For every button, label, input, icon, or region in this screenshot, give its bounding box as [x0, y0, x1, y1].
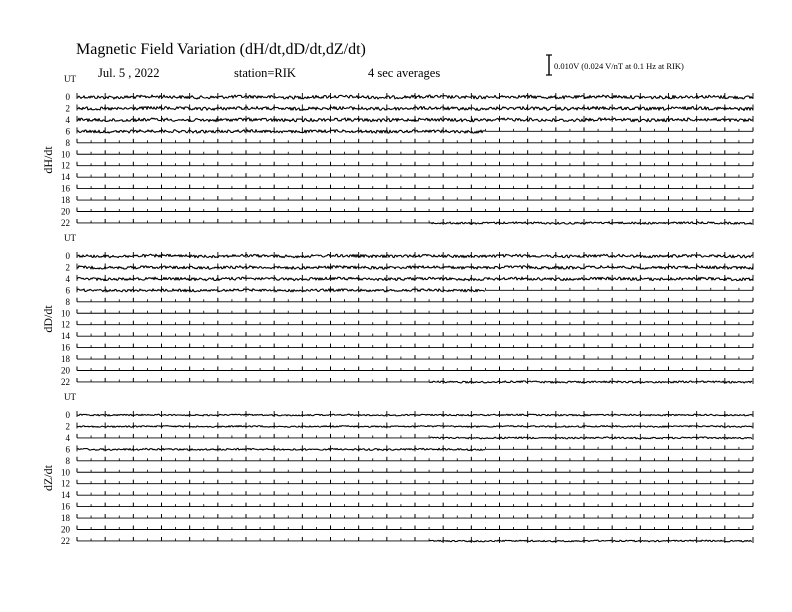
hour-label: 4 — [65, 114, 70, 125]
hour-label: 14 — [61, 490, 70, 501]
hour-label: 20 — [61, 206, 70, 217]
ut-axis-label: UT — [64, 233, 76, 243]
trace-row — [66, 262, 754, 272]
station-label: station=RIK — [234, 66, 296, 80]
hour-label: 0 — [65, 410, 70, 420]
signal-trace — [429, 222, 752, 224]
trace-row — [61, 161, 753, 171]
trace-row — [61, 502, 753, 512]
trace-row — [66, 251, 754, 261]
trace-row — [61, 354, 753, 364]
trace-row — [61, 207, 753, 217]
trace-row — [66, 297, 754, 307]
signal-trace — [77, 448, 485, 450]
hour-label: 4 — [65, 273, 70, 284]
signal-trace — [429, 381, 752, 383]
signal-trace — [77, 130, 485, 133]
trace-row — [66, 285, 754, 295]
trace-row — [66, 433, 754, 443]
hour-label: 12 — [61, 160, 70, 171]
trace-row — [66, 115, 754, 125]
hour-label: 8 — [65, 296, 70, 307]
hour-label: 18 — [61, 513, 70, 524]
panel-2 — [41, 233, 753, 387]
trace-row — [66, 103, 754, 113]
trace-row — [66, 274, 754, 284]
signal-trace — [429, 540, 752, 542]
trace-row — [66, 126, 754, 136]
component-label: dZ/dt — [41, 465, 55, 491]
hour-label: 0 — [65, 92, 70, 102]
hour-label: 14 — [61, 331, 70, 342]
trace-row — [61, 536, 753, 546]
trace-row — [61, 377, 753, 387]
date-label: Jul. 5 , 2022 — [98, 66, 160, 80]
trace-row — [66, 138, 754, 148]
averaging-label: 4 sec averages — [368, 66, 441, 80]
hour-label: 14 — [61, 172, 70, 183]
trace-row — [61, 343, 753, 353]
hour-label: 12 — [61, 319, 70, 330]
hour-label: 18 — [61, 195, 70, 206]
hour-label: 22 — [61, 535, 70, 546]
trace-row — [61, 366, 753, 376]
trace-row — [61, 490, 753, 500]
trace-row — [61, 149, 753, 159]
trace-row — [61, 195, 753, 205]
scale-bar-label: 0.010V (0.024 V/nT at 0.1 Hz at RIK) — [554, 61, 684, 71]
trace-row — [66, 410, 754, 420]
hour-label: 22 — [61, 376, 70, 387]
trace-row — [66, 444, 754, 454]
ut-axis-label: UT — [64, 392, 76, 402]
hour-label: 0 — [65, 251, 70, 261]
hour-label: 2 — [65, 421, 70, 432]
hour-label: 16 — [61, 183, 70, 194]
hour-label: 16 — [61, 501, 70, 512]
hour-label: 18 — [61, 354, 70, 365]
hour-label: 10 — [61, 149, 70, 160]
hour-label: 16 — [61, 342, 70, 353]
ut-axis-label: UT — [64, 74, 76, 84]
hour-label: 12 — [61, 478, 70, 489]
hour-label: 22 — [61, 217, 70, 228]
hour-label: 2 — [65, 103, 70, 114]
signal-trace — [429, 437, 752, 439]
scale-bar — [546, 55, 684, 75]
hour-label: 2 — [65, 262, 70, 273]
trace-row — [61, 184, 753, 194]
trace-row — [61, 479, 753, 489]
trace-row — [66, 456, 754, 466]
hour-label: 20 — [61, 524, 70, 535]
trace-row — [66, 421, 754, 431]
trace-row — [61, 218, 753, 228]
panels-group — [41, 74, 753, 546]
hour-label: 6 — [65, 126, 70, 137]
figure-title: Magnetic Field Variation (dH/dt,dD/dt,dZ/dt) — [76, 41, 366, 58]
hour-label: 6 — [65, 444, 70, 455]
trace-row — [66, 92, 754, 102]
panel-3 — [41, 392, 753, 546]
trace-row — [61, 467, 753, 477]
trace-row — [61, 172, 753, 182]
hour-label: 6 — [65, 285, 70, 296]
trace-row — [61, 308, 753, 318]
trace-row — [61, 525, 753, 535]
hour-label: 10 — [61, 308, 70, 319]
hour-label: 10 — [61, 467, 70, 478]
hour-label: 4 — [65, 432, 70, 443]
trace-row — [61, 320, 753, 330]
hour-label: 8 — [65, 137, 70, 148]
hour-label: 8 — [65, 455, 70, 466]
trace-row — [61, 513, 753, 523]
component-label: dD/dt — [41, 305, 55, 333]
panel-1 — [41, 74, 753, 228]
component-label: dH/dt — [41, 146, 55, 174]
hour-label: 20 — [61, 365, 70, 376]
signal-trace — [77, 289, 485, 292]
trace-row — [61, 331, 753, 341]
